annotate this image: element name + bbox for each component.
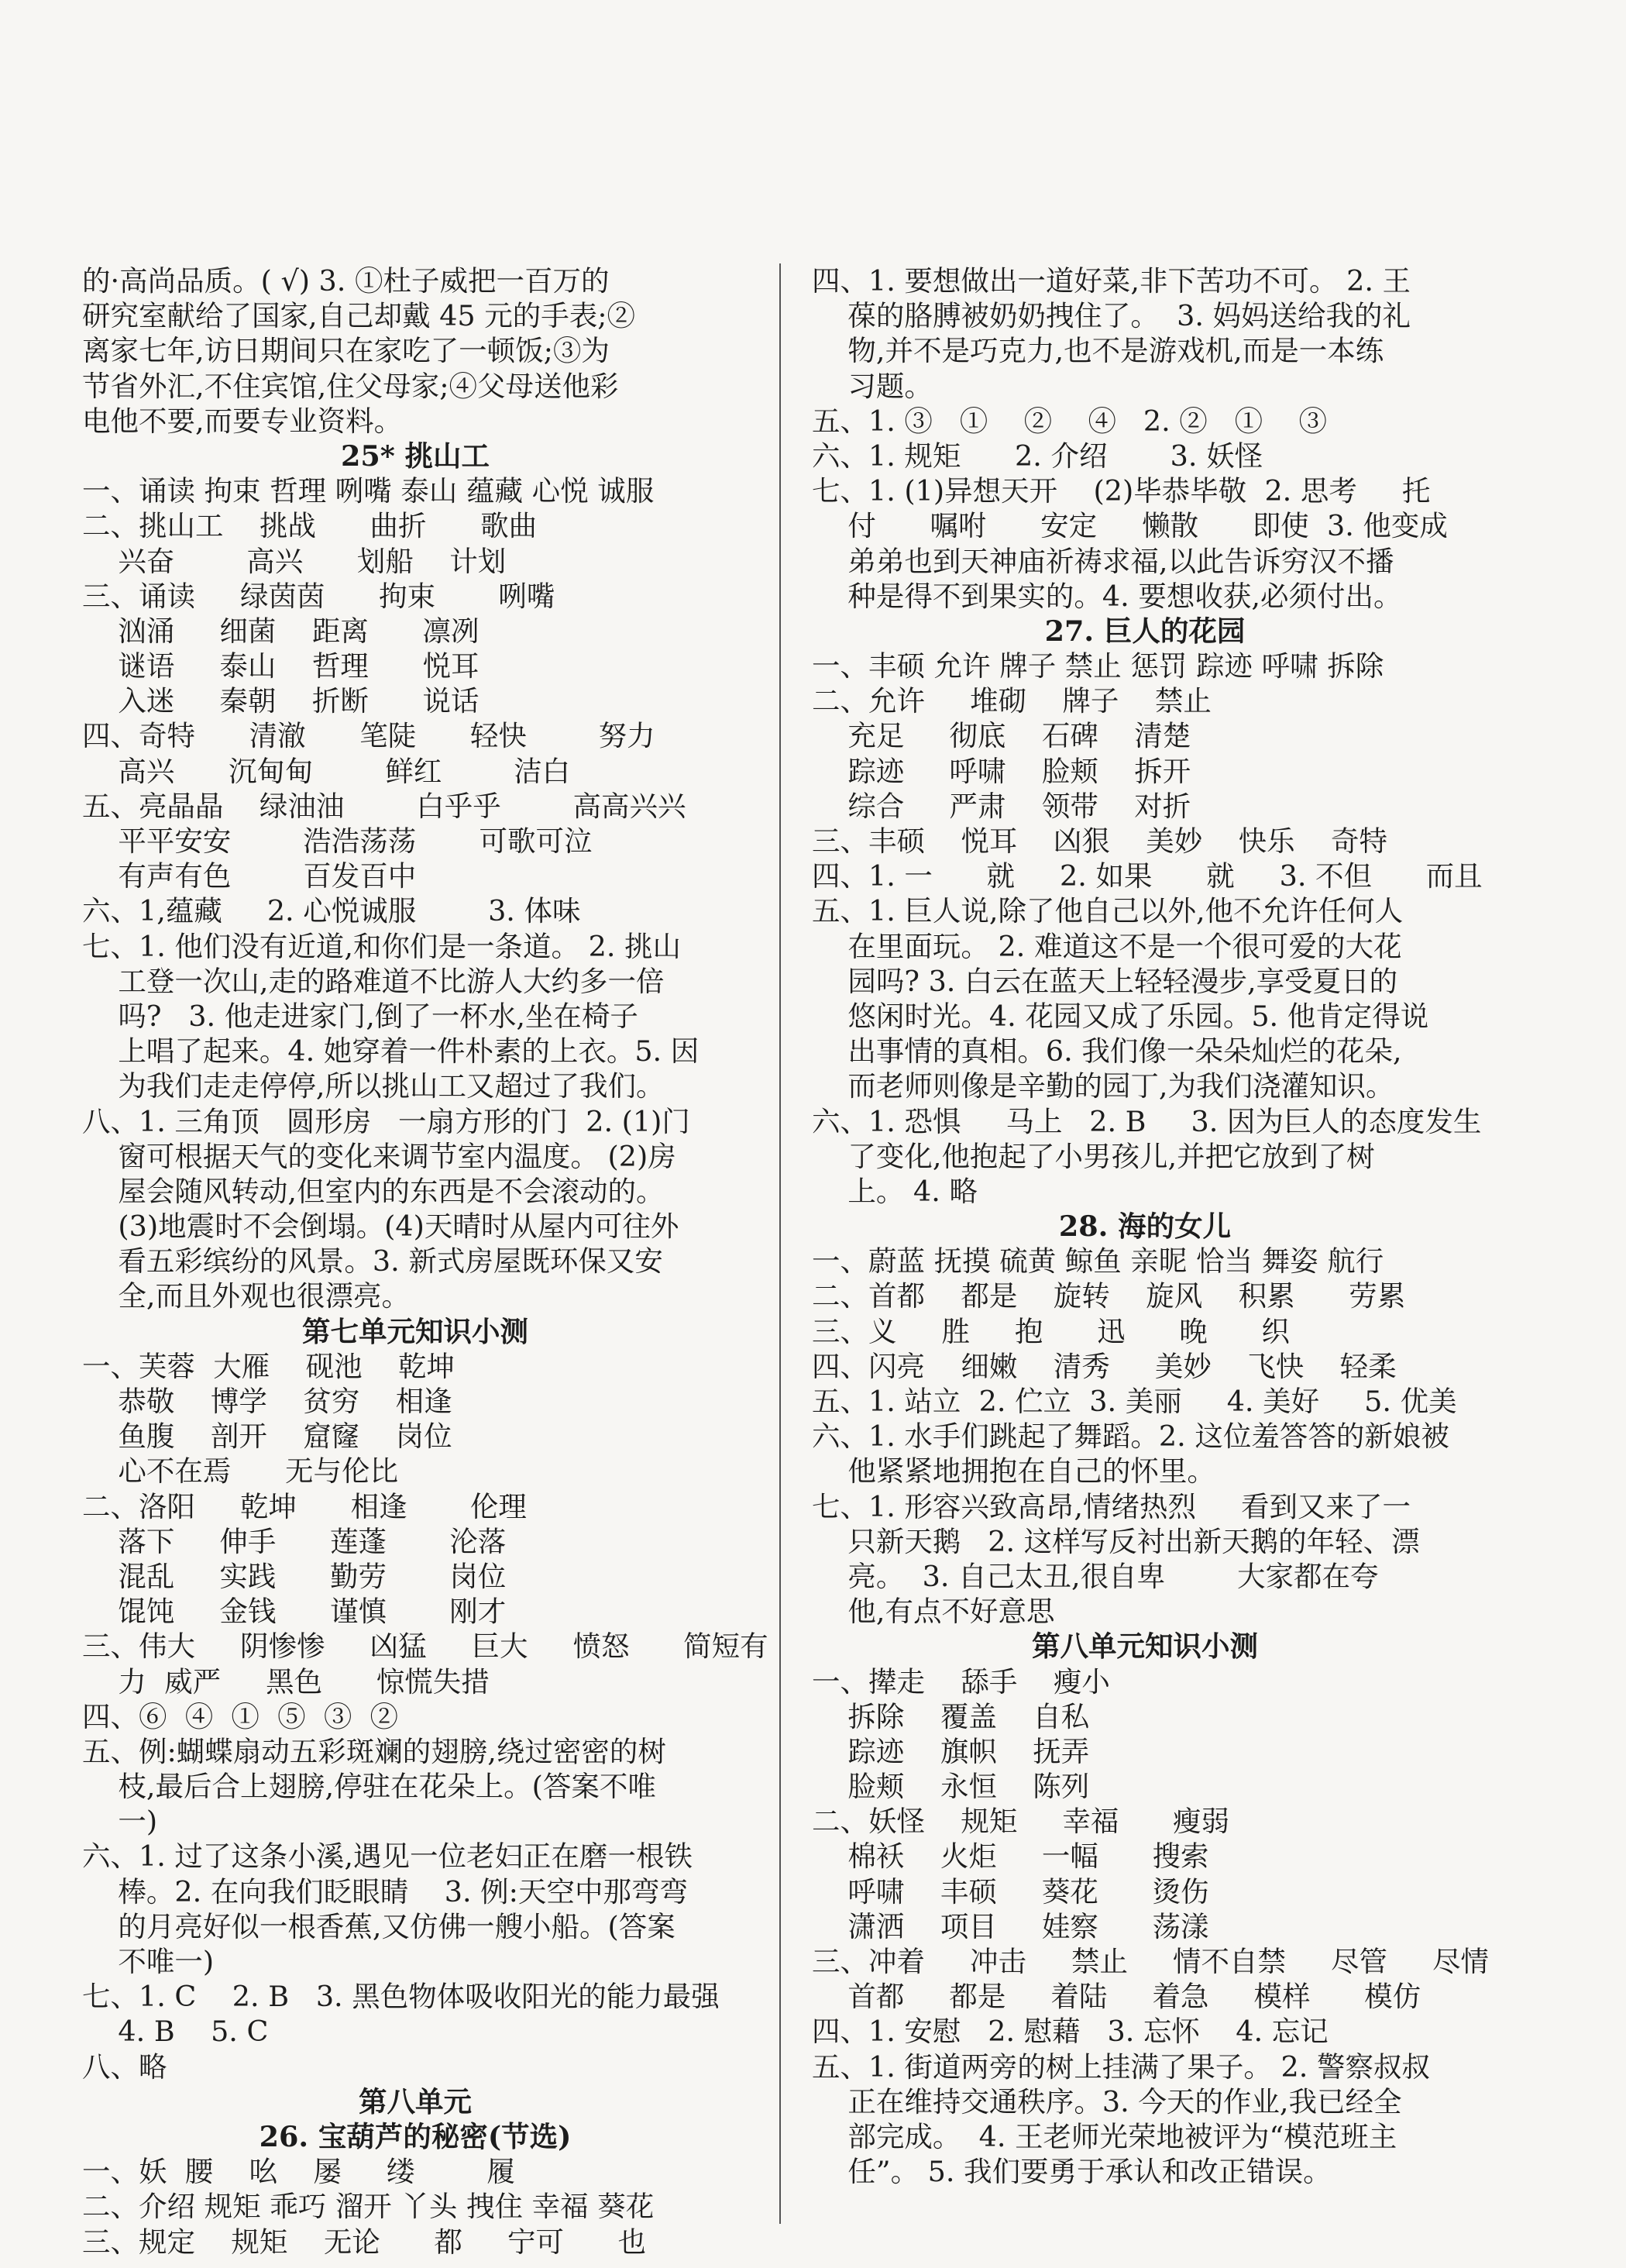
answer-line: 五、1. 街道两旁的树上挂满了果子。 2. 警察叔叔 [812,2049,1430,2084]
answer-line: 七、1. (1)异想天开 (2)毕恭毕敬 2. 思考 托 [812,474,1431,508]
answer-line: 七、1. 他们没有近道,和你们是一条道。 2. 挑山 [82,929,682,963]
section-title: 28. 海的女儿 [1058,1210,1232,1244]
answer-line: 任”。 5. 我们要勇于承认和改正错误。 [812,2155,1332,2189]
answer-line: 四、⑥ ④ ① ⑤ ③ ② [82,1699,399,1733]
answer-line: 七、1. C 2. B 3. 黑色物体吸收阳光的能力最强 [82,1980,720,2014]
answer-line: 馄饨 金钱 谨慎 刚才 [82,1595,507,1629]
answer-line: 一) [82,1805,158,1839]
answer-line: 他,有点不好意思 [812,1595,1055,1629]
answer-line: 在里面玩。 2. 难道这不是一个很可爱的大花 [812,929,1402,963]
answer-line: 枝,最后合上翅膀,停驻在花朵上。(答案不唯 [82,1770,656,1804]
answer-line: 四、1. 安慰 2. 慰藉 3. 忘怀 4. 忘记 [812,2015,1329,2049]
answer-line: 七、1. 形容兴致高昂,情绪热烈 看到又来了一 [812,1489,1411,1523]
section-title: 27. 巨人的花园 [1044,614,1246,648]
answer-line: 棒。2. 在向我们眨眼睛 3. 例:天空中那弯弯 [82,1874,688,1908]
answer-line: 谜语 泰山 哲理 悦耳 [82,649,480,683]
answer-line: 二、挑山工 挑战 曲折 歌曲 [82,509,538,543]
answer-line: 三、冲着 冲击 禁止 情不自禁 尽管 尽情 [812,1945,1490,1978]
answer-line: 屋会随风转动,但室内的东西是不会滚动的。 [82,1174,665,1208]
answer-line: 心不在焉 无与伦比 [82,1454,399,1488]
answer-line: 的月亮好似一根香蕉,又仿佛一艘小船。(答案 [82,1909,675,1943]
answer-line: 二、介绍 规矩 乖巧 溜开 丫头 拽住 幸福 葵花 [82,2190,655,2224]
answer-line: 三、规定 规矩 无论 都 宁可 也 [82,2225,647,2259]
column-divider [779,263,781,2224]
answer-line: 一、芙蓉 大雁 砚池 乾坤 [82,1349,455,1383]
section-title: 第七单元知识小测 [302,1314,528,1348]
answer-line: 亮。 3. 自己太丑,很自卑 大家都在夸 [812,1559,1379,1593]
answer-line: 五、亮晶晶 绿油油 白乎乎 高高兴兴 [82,789,686,823]
answer-line: 他紧紧地拥抱在自己的怀里。 [812,1454,1215,1488]
answer-line: 出事情的真相。6. 我们像一朵朵灿烂的花朵, [812,1034,1402,1069]
answer-line: 潇洒 项目 娃察 荡漾 [812,1909,1209,1943]
answer-line: 三、伟大 阴惨惨 凶猛 巨大 愤怒 简短有 [82,1630,768,1664]
answer-line: 五、例:蝴蝶扇动五彩斑斓的翅膀,绕过密密的树 [82,1734,666,1768]
answer-line: 葆的胳膊被奶奶拽住了。 3. 妈妈送给我的礼 [812,299,1411,333]
answer-line: 五、1. ③ ① ② ④ 2. ② ① ③ [812,404,1328,438]
answer-line: 一、蔚蓝 抚摸 硫黄 鲸鱼 亲昵 恰当 舞姿 航行 [812,1244,1384,1279]
answer-line: 研究室献给了国家,自己却戴 45 元的手表;② [82,299,636,333]
answer-line: 物,并不是巧克力,也不是游戏机,而是一本练 [812,334,1384,368]
answer-line: 三、义 胜 抱 迅 晚 织 [812,1314,1290,1348]
answer-line: 鱼腹 剖开 窟窿 岗位 [82,1420,452,1454]
answer-line: 四、闪亮 细嫩 清秀 美妙 飞快 轻柔 [812,1349,1397,1383]
answer-line: 看五彩缤纷的风景。3. 新式房屋既环保又安 [82,1244,663,1279]
answer-line: 了变化,他抱起了小男孩儿,并把它放到了树 [812,1139,1375,1173]
answer-line: 吗? 3. 他走进家门,倒了一杯水,坐在椅子 [82,999,638,1033]
answer-line: 一、丰硕 允许 牌子 禁止 惩罚 踪迹 呼啸 拆除 [812,649,1384,683]
answer-line: 踪迹 呼啸 脸颊 拆开 [812,754,1191,788]
answer-line: 弟弟也到天神庙祈祷求福,以此告诉穷汉不播 [812,544,1394,578]
answer-line: 不唯一) [82,1945,215,1978]
answer-line: 工登一次山,走的路难道不比游人大约多一倍 [82,964,665,998]
answer-line: 八、略 [82,2049,167,2084]
answer-line: 四、1. 要想做出一道好菜,非下苦功不可。 2. 王 [812,264,1411,298]
answer-line: 二、允许 堆砌 牌子 禁止 [812,684,1212,718]
answer-line: 入迷 秦朝 折断 说话 [82,684,480,718]
answer-line: (3)地震时不会倒塌。(4)天晴时从屋内可往外 [82,1210,679,1244]
right-column [812,263,1490,2189]
answer-line: 窗可根据天气的变化来调节室内温度。 (2)房 [82,1139,676,1173]
answer-line: 4. B 5. C [82,2015,269,2049]
section-title: 25* 挑山工 [340,439,490,473]
answer-line: 二、洛阳 乾坤 相逢 伦理 [82,1489,527,1523]
answer-line: 八、1. 三角顶 圆形房 一扇方形的门 2. (1)门 [82,1104,690,1138]
answer-line: 六、1. 规矩 2. 介绍 3. 妖怪 [812,439,1263,473]
answer-line: 全,而且外观也很漂亮。 [82,1279,411,1313]
answer-line: 为我们走走停停,所以挑山工又超过了我们。 [82,1069,665,1103]
answer-line: 三、诵读 绿茵茵 拘束 咧嘴 [82,579,555,613]
answer-line: 首都 都是 着陆 着急 模样 模仿 [812,1980,1421,2014]
answer-line: 混乱 实践 勤劳 岗位 [82,1559,507,1593]
answer-line: 六、1,蕴藏 2. 心悦诚服 3. 体味 [82,894,581,928]
answer-line: 兴奋 高兴 划船 计划 [82,544,507,578]
answer-line: 平平安安 浩浩荡荡 可歌可泣 [82,824,593,858]
section-title: 第八单元 [359,2084,472,2118]
answer-line: 一、撵走 舔手 瘦小 [812,1664,1110,1698]
answer-line: 的·高尚品质。( √) 3. ①杜子威把一百万的 [82,264,610,298]
answer-line: 拆除 覆盖 自私 [812,1699,1090,1733]
answer-line: 只新天鹅 2. 这样写反衬出新天鹅的年轻、漂 [812,1524,1420,1558]
answer-line: 二、首都 都是 旋转 旋风 积累 劳累 [812,1279,1406,1313]
answer-line: 力 威严 黑色 惊慌失措 [82,1664,490,1698]
answer-line: 四、奇特 清澈 笔陡 轻快 努力 [82,719,655,753]
answer-line: 节省外汇,不住宾馆,住父母家;④父母送他彩 [82,369,619,403]
answer-line: 三、丰硕 悦耳 凶狠 美妙 快乐 奇特 [812,824,1388,858]
answer-line: 六、1. 水手们跳起了舞蹈。2. 这位羞答答的新娘被 [812,1420,1449,1454]
answer-line: 而老师则像是辛勤的园丁,为我们浇灌知识。 [812,1069,1394,1103]
answer-line: 五、1. 站立 2. 伫立 3. 美丽 4. 美好 5. 优美 [812,1385,1457,1418]
answer-line: 六、1. 过了这条小溪,遇见一位老妇正在磨一根铁 [82,1840,693,1874]
answer-line: 园吗? 3. 白云在蓝天上轻轻漫步,享受夏日的 [812,964,1398,998]
answer-line: 正在维持交通秩序。3. 今天的作业,我已经全 [812,2084,1402,2118]
answer-line: 有声有色 百发百中 [82,859,417,893]
answer-line: 悠闲时光。4. 花园又成了乐园。5. 他肯定得说 [812,999,1429,1033]
answer-line: 上唱了起来。4. 她穿着一件朴素的上衣。5. 因 [82,1034,700,1069]
answer-line: 上。 4. 略 [812,1174,978,1208]
answer-line: 呼啸 丰硕 葵花 烫伤 [812,1874,1209,1908]
answer-line: 六、1. 恐惧 马上 2. B 3. 因为巨人的态度发生 [812,1104,1482,1138]
answer-line: 五、1. 巨人说,除了他自己以外,他不允许任何人 [812,894,1404,928]
answer-line: 脸颊 永恒 陈列 [812,1770,1090,1804]
answer-line: 一、妖 腰 吆 屡 缕 履 [82,2155,515,2189]
left-column [82,263,768,2259]
answer-line: 四、1. 一 就 2. 如果 就 3. 不但 而且 [812,859,1483,893]
answer-line: 汹涌 细菌 距离 凛冽 [82,614,480,648]
answer-line: 充足 彻底 石碑 清楚 [812,719,1191,753]
answer-line: 综合 严肃 领带 对折 [812,789,1191,823]
section-title: 第八单元知识小测 [1032,1630,1258,1664]
answer-line: 离家七年,访日期间只在家吃了一顿饭;③为 [82,334,610,368]
section-title: 26. 宝葫芦的秘密(节选) [259,2119,572,2153]
answer-line: 落下 伸手 莲蓬 沦落 [82,1524,507,1558]
answer-line: 部完成。 4. 王老师光荣地被评为“模范班主 [812,2119,1397,2153]
answer-line: 付 嘱咐 安定 懒散 即使 3. 他变成 [812,509,1448,543]
answer-line: 种是得不到果实的。4. 要想收获,必须付出。 [812,579,1402,613]
answer-line: 一、诵读 拘束 哲理 咧嘴 泰山 蕴藏 心悦 诚服 [82,474,655,508]
answer-line: 恭敬 博学 贫穷 相逢 [82,1385,452,1418]
answer-line: 踪迹 旗帜 抚弄 [812,1734,1090,1768]
answer-line: 棉袄 火炬 一幅 搜索 [812,1840,1209,1874]
answer-line: 二、妖怪 规矩 幸福 瘦弱 [812,1805,1230,1839]
answer-line: 高兴 沉甸甸 鲜红 洁白 [82,754,571,788]
answer-line: 习题。 [812,369,933,403]
answer-line: 电他不要,而要专业资料。 [82,404,403,438]
